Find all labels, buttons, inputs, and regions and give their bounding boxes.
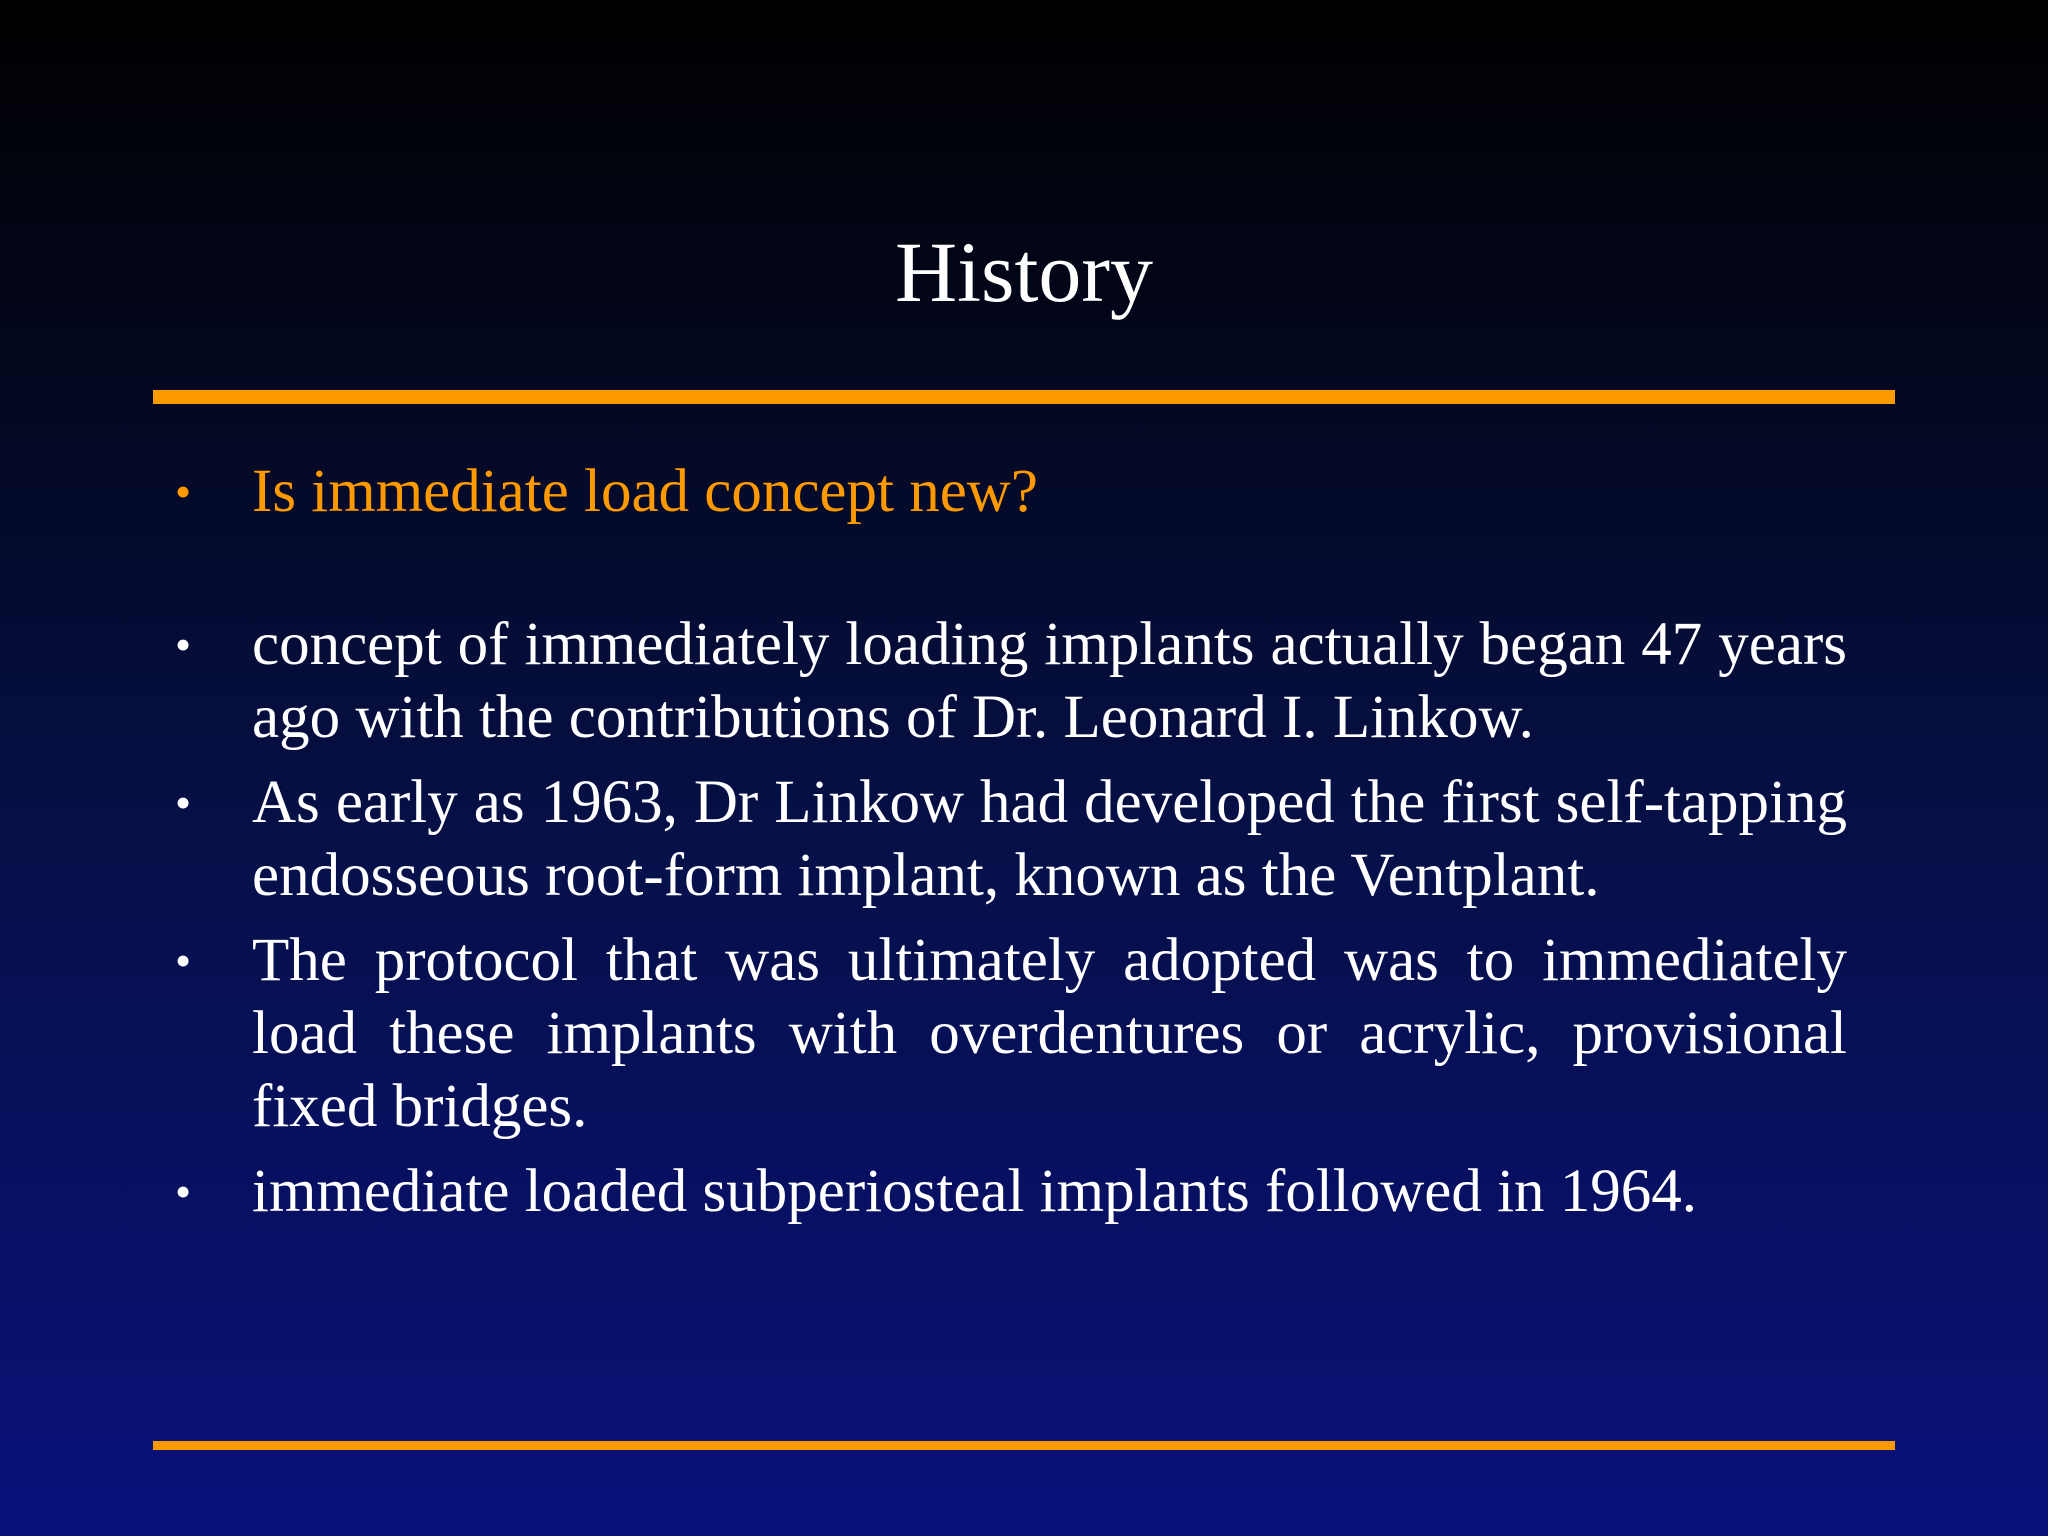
slide-title: History [895, 224, 1153, 320]
bullet-dot-icon: • [175, 619, 192, 670]
bullet-item [175, 1155, 1875, 1228]
bullet-dot-icon: • [175, 466, 192, 517]
bullet-text: As early as 1963, Dr Linkow had developed the first self-tapping endosseous root-form implant, known as the Ventplant. [252, 769, 1847, 909]
bullet-item [175, 924, 1875, 1143]
bullet-text: concept of immediately loading implants actually began 47 years ago with the contributions of Dr. Leonard I. Linkow. [252, 611, 1847, 751]
bullet-item [175, 608, 1875, 754]
title-divider-top [153, 390, 1895, 404]
bullet-list [175, 455, 1875, 1240]
bullet-item-question [175, 455, 1875, 528]
bullet-dot-icon: • [175, 777, 192, 828]
bullet-item [175, 766, 1875, 912]
bullet-text: Is immediate load concept new? [252, 458, 1038, 525]
bullet-dot-icon: • [175, 1166, 192, 1217]
footer-divider-bottom [153, 1441, 1895, 1450]
bullet-text: The protocol that was ultimately adopted was to immediately load these implants with overdentures or acrylic, provisional fixed bridges. [252, 927, 1847, 1140]
bullet-dot-icon: • [175, 935, 192, 986]
bullet-text: immediate loaded subperiosteal implants followed in 1964. [252, 1158, 1698, 1225]
